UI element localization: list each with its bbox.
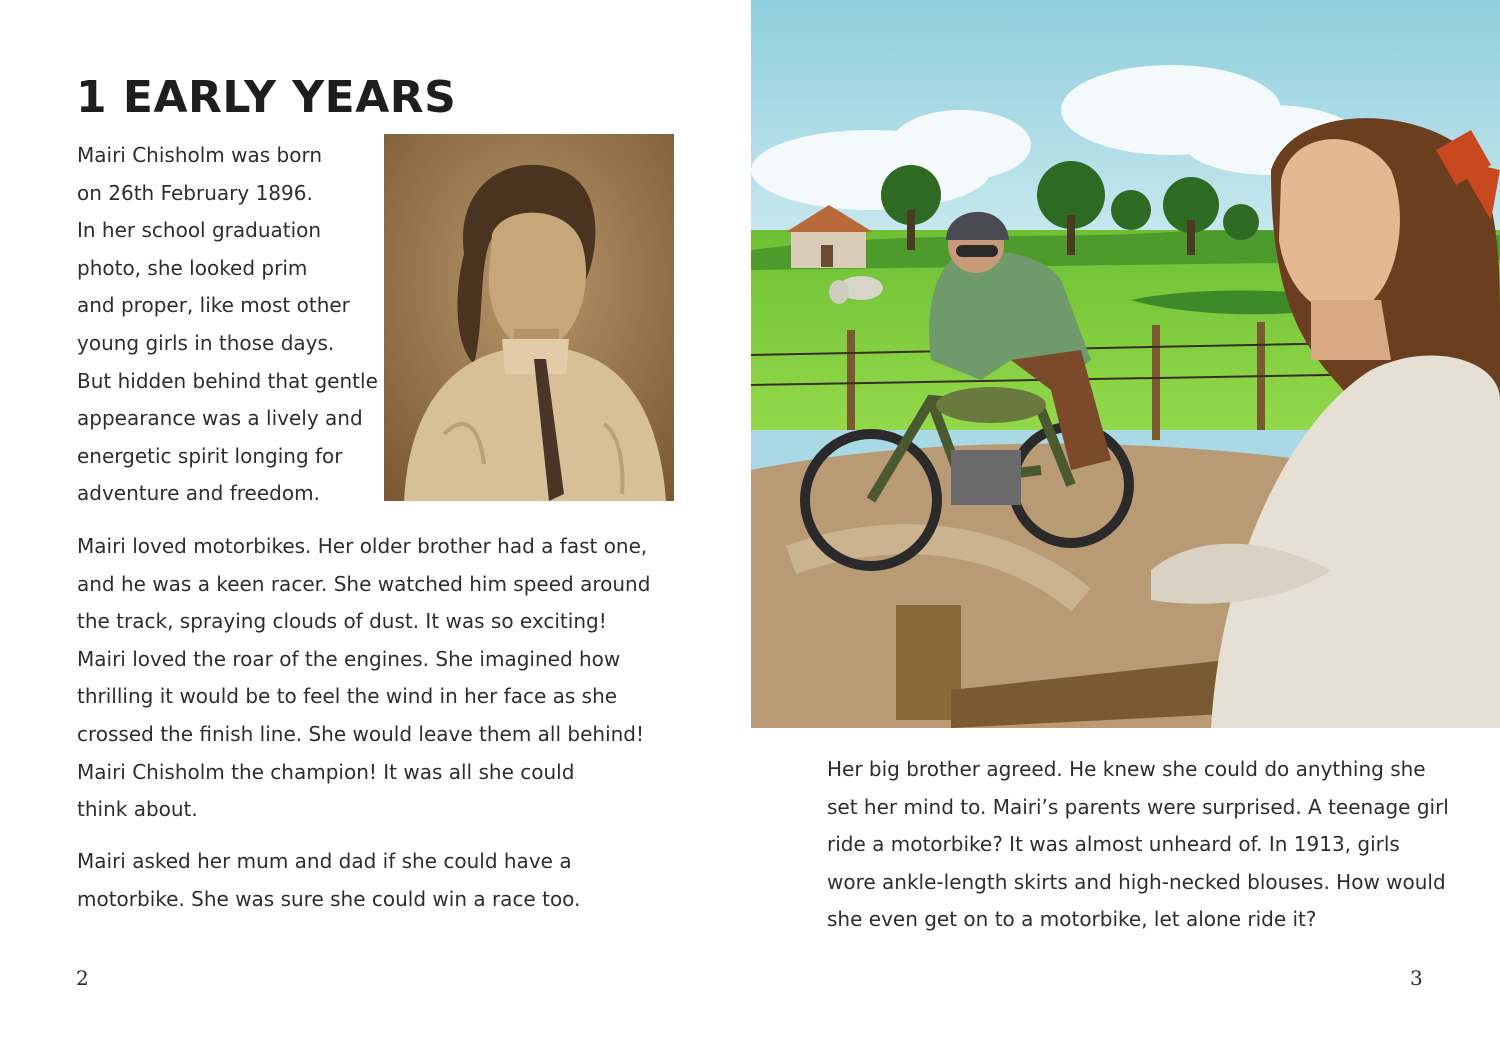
motorbike-illustration (751, 0, 1500, 728)
text-line: But hidden behind that gentle (77, 368, 378, 393)
text-line: ride a motorbike? It was almost unheard of. In 1913, girls (827, 832, 1400, 857)
text-line: photo, she looked prim (77, 255, 308, 280)
text-line: crossed the finish line. She would leave them all behind! (77, 721, 645, 746)
text-line: Mairi Chisholm the champion! It was all she could (77, 759, 575, 784)
paragraph-brother-agreed (827, 751, 1449, 939)
text-line: think about. (77, 797, 198, 822)
text-line: thrilling it would be to feel the wind in her face as she (77, 684, 618, 709)
paragraph-asking-parents (77, 843, 580, 918)
text-line: the track, spraying clouds of dust. It was so exciting! (77, 609, 607, 634)
paragraph-birth (77, 137, 378, 513)
chapter-title: 1 EARLY YEARS (76, 72, 457, 123)
text-line: Mairi loved motorbikes. Her older brother had a fast one, (77, 534, 648, 558)
text-line: appearance was a lively and (77, 406, 363, 431)
text-line: and he was a keen racer. She watched him speed around (77, 571, 651, 596)
text-line: she even get on to a motorbike, let alone ride it? (827, 907, 1317, 932)
text-line: and proper, like most other (77, 293, 350, 318)
paragraph-motorbikes (77, 528, 650, 829)
text-line: on 26th February 1896. (77, 180, 313, 205)
text-line: adventure and freedom. (77, 481, 320, 506)
page-number-left: 2 (76, 966, 89, 990)
text-line: Mairi asked her mum and dad if she could have a (77, 849, 572, 873)
text-line: wore ankle-length skirts and high-necked blouses. How would (827, 869, 1446, 894)
text-line: set her mind to. Mairi’s parents were surprised. A teenage girl (827, 794, 1449, 819)
text-line: young girls in those days. (77, 330, 335, 355)
text-line: Mairi Chisholm was born (77, 143, 322, 167)
text-line: In her school graduation (77, 218, 322, 243)
text-line: motorbike. She was sure she could win a race too. (77, 886, 581, 911)
text-line: energetic spirit longing for (77, 443, 343, 468)
text-line: Her big brother agreed. He knew she could do anything she (827, 757, 1426, 781)
graduation-photo (384, 134, 674, 501)
page-number-right: 3 (1410, 966, 1423, 990)
text-line: Mairi loved the roar of the engines. She imagined how (77, 646, 621, 671)
